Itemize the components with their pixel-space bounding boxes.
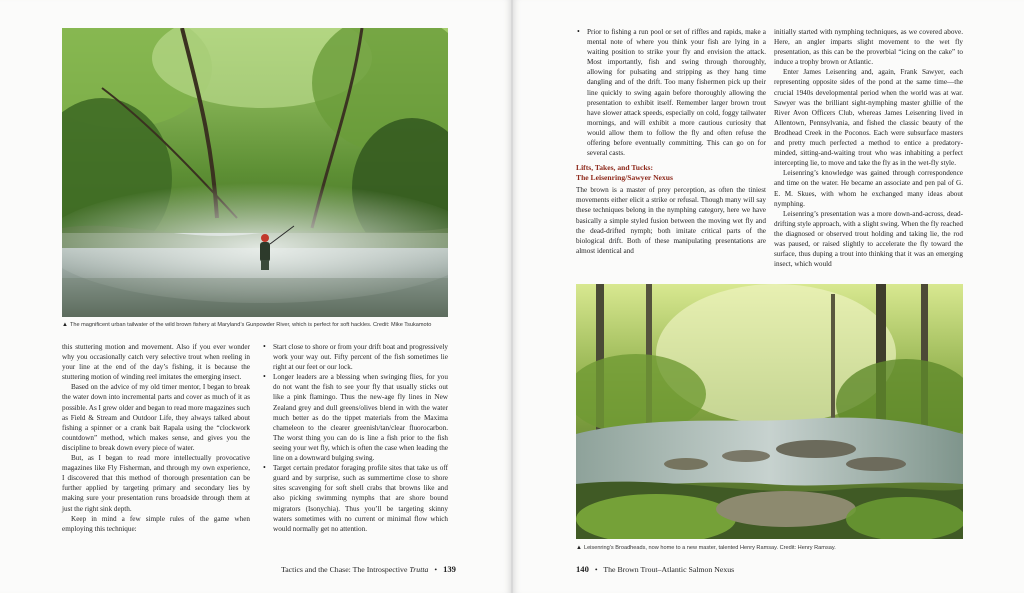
right-footer-title: The Brown Trout–Atlantic Salmon Nexus	[603, 565, 735, 574]
right-photo-caption	[576, 545, 836, 551]
broadheads-creek-photo	[576, 284, 963, 539]
gunpowder-river-image	[62, 28, 448, 317]
left-running-footer	[281, 564, 456, 574]
right-page-column-2	[774, 27, 963, 269]
right-col2-paragraph-4: Leisenring’s presentation was a more down-and-across, dead-drifting style approach, with a slight swing. When the fly reached the diagnosed or observed trout holding and taking lie, the rod was paused, or raised slightly to accelerate the fly toward the surface, thus duping a trout into thinking that it was an emerging insect, which would	[774, 209, 963, 269]
bullet-item: • Target certain predator foraging profile sites that take us off guard and by surprise, such as summertime close to shore sites scavenging for soft shell crabs that browns like and also picking swimming nymphs that are shore bound migrators (Isonychia). Thus you’ll be targeting skinny waters sometimes with no current or minimal flow which would normally get no attention.	[273, 463, 448, 534]
left-page-column-1	[62, 342, 250, 534]
right-col1-paragraph: The brown is a master of prey perception, as often the tiniest movements either elicit a strike or refusal. Though many will say these techniques belong in the nymphing category, here we have basically a simple styled fusion between the moving wet fly and the dead-drifted nymph; both imitate critical parts of the biological drift. Both of these manipulating presentations are almost identical and	[576, 186, 766, 255]
right-running-footer	[576, 564, 734, 574]
left-page-number: 139	[443, 564, 456, 574]
right-page-number: 140	[576, 564, 589, 574]
left-col1-paragraph-2: Based on the advice of my old timer mentor, I began to break the water down into incremental parts and cover as much of it as possible. As I grew older and began to read more magazines such as Field & Stream and Outdoor Life, they always talked about fishing a spinner or a crank bait Rapala using the “clockwork countdown” method, which makes sense, and gives you the discipline to break down every piece of water.	[62, 383, 251, 452]
footer-bullet: •	[594, 565, 598, 574]
left-caption-text: The magnificent urban tailwater of the wild brown fishery at Maryland’s Gunpowder River, which is perfect for soft hackles. Credit: Mike Tsukamoto	[69, 322, 432, 328]
right-col2-paragraph-3: Leisenring’s knowledge was gained through correspondence and time on the water. He became an associate and pen pal of G. E. M. Skues, with whom he exchanged many ideas about nymphing.	[774, 169, 963, 208]
prefish-bullet-list	[576, 27, 766, 158]
caption-marker-icon: ▲	[576, 545, 582, 551]
bullet-item: • Longer leaders are a blessing when swinging flies, for you do not want the fish to see your fly that usually sticks out like a pink flamingo. Thus the new-age fly lines in New Zealand grey and dull greens/olives blend in with the water much better as do the tippet materials from the Maxima chameleon to the clearer greenish/tan/clear fluorocarbon. The worst thing you can do is line a fish prior to the fish seeing your wet fly, which is often the case when leading the line on a downward bulging swing.	[273, 372, 448, 463]
left-photo-caption	[62, 322, 431, 328]
right-col2-paragraph-2: Enter James Leisenring and, again, Frank Sawyer, each representing opposite sides of the pond at the same time—the crucial 1940s developmental period when the world was at war. Sawyer was the brilliant sight-nymphing master ghillie of the River Avon Officers Club, whereas James Leisenring lived in Allentown, Pennsylvania, and fished the classic beauty of the Brodhead Creek in the Poconos. Each were subsurface masters and pretty much perfected a method to entice a predatory-minded, sitting-and-waiting trout who was inhabiting a perfect intercepting lie, to move and take the fly as in the wet-fly style.	[774, 68, 963, 168]
left-col1-paragraph-4: Keep in mind a few simple rules of the game when employing this technique:	[62, 514, 250, 533]
gunpowder-river-photo	[62, 28, 448, 317]
section-heading-line-1: Lifts, Takes, and Tucks:	[576, 163, 654, 173]
technique-bullet-list	[262, 342, 448, 534]
footer-bullet: •	[434, 565, 438, 574]
left-footer-title: Tactics and the Chase: The Introspective	[281, 565, 408, 574]
right-col2-paragraph-1: initially started with nymphing techniques, as we covered above. Here, an angler imparts slight movement to the wet fly presentation, as this can be the proverbial “icing on the cake” to induce a trophy brown or Atlantic.	[774, 28, 963, 67]
left-col1-paragraph-3: But, as I began to read more intellectually provocative magazines like Fly Fisherman, and through my own experience, I discovered that this method of thorough presentation can be further applied by targeting primary and secondary lies by making sure your presentation runs broadside through them at just the right sink depth.	[62, 454, 250, 513]
bullet-item: • Prior to fishing a run pool or set of riffles and rapids, make a mental note of where you think your fish are lying in a waiting position to strike your fly and envision the attack. Most importantly, fish and swing through thoroughly, allowing for pulsating and stripping as they hang time dangling and of the drift. Too many fishermen pick up their line quickly to swing again before thoroughly allowing the presentation to exhibit itself. Remember larger brown trout have slower attack speeds, especially on cold, foggy tailwater mornings, and will exhibit a more cautious curiosity that would allow them to follow the fly and often refuse the offering before eventually committing. This can go on for several casts.	[587, 27, 766, 158]
section-heading-line-2: The Leisenring/Sawyer Nexus	[576, 173, 673, 183]
bullet-item: • Start close to shore or from your drift boat and progressively work your way out. Fifty percent of the fish sometimes lie right at our feet or our lock.	[273, 342, 448, 372]
left-page-column-2	[262, 342, 448, 534]
broadheads-creek-image	[576, 284, 963, 539]
left-col1-paragraph-1: this stuttering motion and movement. Also if you ever wonder why you occasionally catch very selective trout when reeling in your line at the end of the day’s fishing, it is because the stuttering motion of winding reel imitates the emerging insect.	[62, 343, 250, 382]
caption-marker-icon: ▲	[62, 322, 68, 328]
section-heading	[576, 163, 766, 183]
right-caption-text: Leisenring’s Broadheads, now home to a new master, talented Henry Ramsay. Credit: Henry Ramsay.	[583, 545, 836, 551]
right-page-column-1	[576, 27, 766, 256]
left-footer-title-italic: Trutta	[409, 565, 429, 574]
